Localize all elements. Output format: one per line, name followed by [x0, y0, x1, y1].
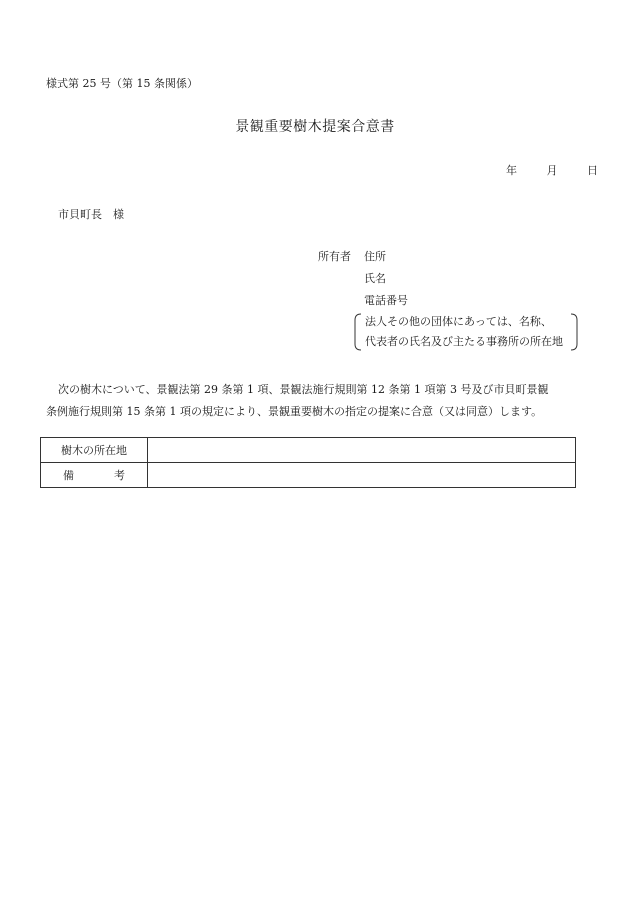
date-month-label: 月 [546, 164, 558, 177]
owner-name-label: 氏名 [364, 272, 386, 285]
date-day-label: 日 [587, 164, 598, 177]
corporate-note [352, 313, 580, 351]
body-paragraph [46, 379, 586, 423]
body-line-2: 条例施行規則第 15 条第 1 項の規定により、景観重要樹木の指定の提案に合意（又は同意）します。 [46, 405, 543, 418]
owner-label: 所有者 [318, 250, 351, 263]
remarks-field[interactable] [148, 463, 576, 488]
owner-phone-label: 電話番号 [364, 294, 408, 307]
tree-location-label: 樹木の所在地 [41, 438, 148, 463]
document-title: 景観重要樹木提案合意書 [235, 119, 395, 135]
table-row [41, 438, 576, 463]
date-row [506, 165, 598, 176]
date-year-label: 年 [506, 164, 517, 177]
table-row [41, 463, 576, 488]
tree-info-table [40, 437, 576, 488]
remarks-label-cell [41, 463, 148, 488]
addressee: 市貝町長 様 [58, 208, 124, 221]
owner-address-label: 住所 [364, 250, 386, 263]
note-line-1: 法人その他の団体にあっては、名称、 [365, 315, 552, 328]
form-number: 様式第 25 号（第 15 条関係） [46, 77, 198, 90]
remarks-label: 備考 [63, 468, 125, 482]
note-line-2: 代表者の氏名及び主たる事務所の所在地 [365, 335, 563, 348]
tree-location-field[interactable] [148, 438, 576, 463]
body-line-1: 次の樹木について、景観法第 29 条第 1 項、景観法施行規則第 12 条第 1 項第 3 号及び市貝町景観 [58, 383, 549, 396]
